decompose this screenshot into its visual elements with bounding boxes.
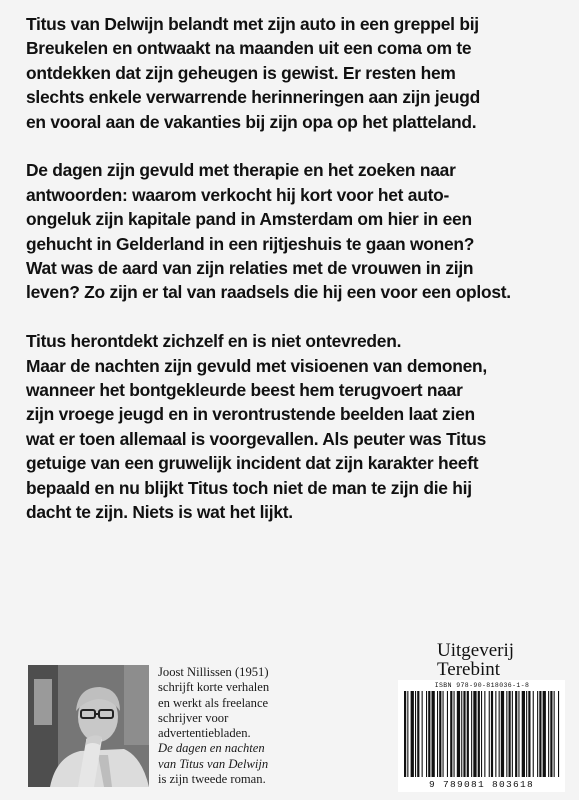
blurb-paragraph-1 [26, 12, 566, 134]
book-title-line: van Titus van Delwijn [158, 756, 269, 771]
blurb-line: Wat was de aard van zijn relaties met de vrouwen in zijn [26, 258, 474, 279]
blurb-line: bepaald en nu blijkt Titus toch niet de man te zijn die hij [26, 477, 472, 498]
publisher-name-line: Terebint [437, 659, 501, 680]
author-bio-line: is zijn tweede roman. [158, 772, 266, 787]
author-bio-line: en werkt als freelance [158, 695, 269, 710]
author-portrait-image [28, 665, 149, 787]
author-bio-line: advertentiebladen. [158, 726, 251, 741]
barcode-icon [400, 691, 563, 777]
blurb-line: en vooral aan de vakanties bij zijn opa op het platteland. [26, 111, 477, 132]
blurb-line: ongeluk zijn kapitale pand in Amsterdam om hier in een [26, 209, 472, 230]
blurb-line: Titus herontdekt zichzelf en is niet ontevreden. [26, 331, 402, 352]
blurb-line: slechts enkele verwarrende herinneringen aan zijn jeugd [26, 87, 481, 108]
blurb-line: gehucht in Gelderland in een rijtjeshuis te gaan wonen? [26, 233, 475, 254]
blurb-line: leven? Zo zijn er tal van raadsels die hij een voor een oplost. [26, 282, 511, 303]
blurb-line: dacht te zijn. Niets is wat het lijkt. [26, 502, 293, 523]
publisher-logo [437, 641, 557, 679]
blurb-line: zijn vroege jeugd en in verontrustende beelden laat zien [26, 404, 475, 425]
blurb-line: wanneer het bontgekleurde beest hem terugvoert naar [26, 380, 463, 401]
isbn-label: ISBN 978-90-818036-1-8 [434, 682, 530, 689]
isbn-barcode-box [398, 680, 565, 792]
book-title-line: De dagen en nachten [158, 741, 265, 756]
blurb-line: Titus van Delwijn belandt met zijn auto in een greppel bij [26, 14, 479, 34]
blurb-line: antwoorden: waarom verkocht hij kort voor het auto- [26, 184, 450, 205]
author-bio-line: schrijft korte verhalen [158, 680, 270, 695]
blurb-line: getuige van een gruwelijk incident dat zijn karakter heeft [26, 453, 479, 474]
author-photo [28, 665, 149, 787]
author-bio-line: schrijver voor [158, 710, 229, 725]
author-bio-line: Joost Nillissen (1951) [158, 665, 269, 679]
author-bio [158, 665, 318, 787]
blurb-paragraph-3 [26, 329, 566, 524]
blurb-paragraph-2 [26, 158, 566, 304]
blurb-line: ontdekken dat zijn geheugen is gewist. Er resten hem [26, 62, 456, 83]
ean-digits: 9 789081 803618 [428, 779, 534, 790]
blurb-line: Breukelen en ontwaakt na maanden uit een coma om te [26, 38, 472, 59]
blurb-line: wat er toen allemaal is voorgevallen. Als peuter was Titus [26, 428, 487, 449]
back-cover-blurb [26, 12, 566, 549]
blurb-line: Maar de nachten zijn gevuld met visioenen van demonen, [26, 355, 487, 376]
blurb-line: De dagen zijn gevuld met therapie en het zoeken naar [26, 160, 456, 181]
publisher-name-line: Uitgeverij [437, 640, 515, 661]
